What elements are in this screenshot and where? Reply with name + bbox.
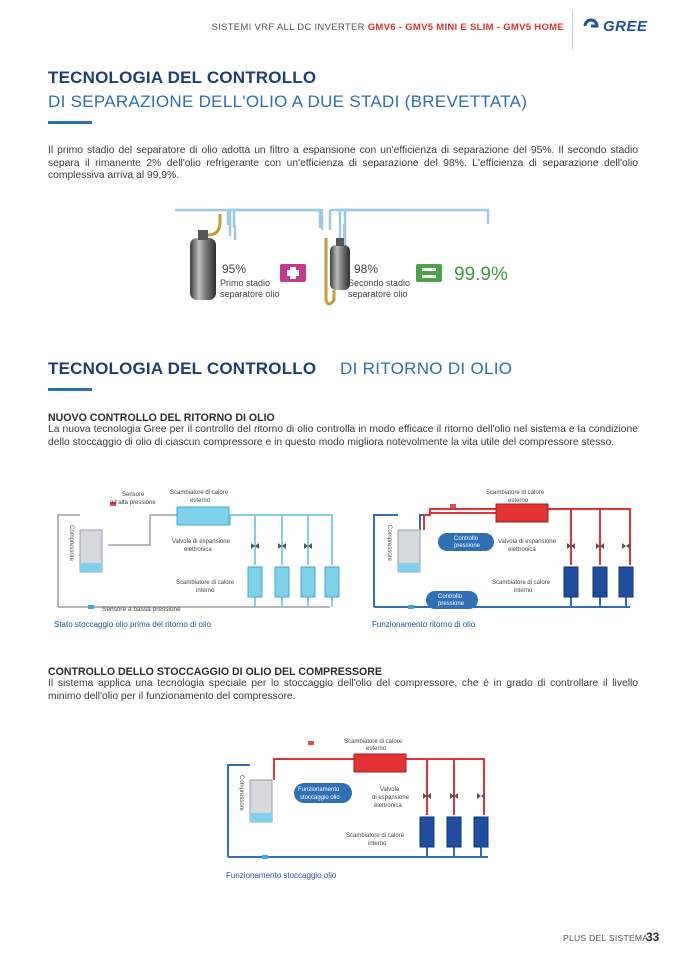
b-valve-l2: di espansione [372,795,410,801]
ctrl-pressure2-l2: pressione [438,601,465,607]
plus-icon [280,264,306,282]
section1-title-light: DI SEPARAZIONE DELL'OLIO A DUE STADI (BREVETTATA) [48,92,528,111]
stage2-percent: 98% [354,262,379,276]
compressor-bottom [250,780,272,822]
page-number: 33 [646,930,660,944]
bottom-sensor-icon [308,741,314,745]
header-prefix: SISTEMI VRF ALL DC INVERTER [211,22,368,33]
sub2-body: Il sistema applica una tecnologia speciale per lo stoccaggio dell'olio del compressore, che è in grado di controllare il livello minimo dell'olio per il funzionamento del compressore. [48,678,638,702]
compressor-right-label: Compressore [386,525,392,562]
right-sensor-icon [450,504,456,508]
section1-title-bold: TECNOLOGIA DEL CONTROLLO [48,68,317,87]
sensor-low: Sensore a bassa pressione [102,606,181,613]
ctrl-pressure-l1: Controllo [454,536,479,542]
compressor-left-label: Compressore [68,525,74,562]
section1-body: Il primo stadio del separatore di olio adotta un filtro a espansione con un'efficienza di separazione del 95%. Il secondo stadio separa il rimanente 2% dell'olio refrigerante con un'efficienza di separazione del 98%. L'efficienza di separazione dell'olio complessiva arriva al 99,9%. [48,145,638,182]
low-pressure-sensor-icon [88,605,94,609]
stage1-label-line2: separatore olio [220,289,280,299]
diag-right-caption: Funzionamento ritorno di olio [372,620,476,629]
b-outdoor-exchanger [354,754,406,772]
right-valve-icons [567,543,630,549]
r-valve-l2: elettronica [508,547,536,553]
r-valve-l1: Valvola di espansione [498,539,556,545]
header-divider [572,10,573,50]
storage-l2: stoccaggio olio [300,795,340,801]
first-stage-separator [190,214,220,300]
compressor-right [398,530,420,572]
bottom-indoor-units [420,817,488,847]
footer-label: PLUS DEL SISTEMA [563,933,649,943]
header-title [211,22,564,33]
oil-return-operation-diagram [368,485,643,633]
b-valve-l3: elettronica [374,803,402,809]
brand-logo [583,18,648,35]
compressor-left [80,530,102,572]
r-int-exchanger-l2: interno [514,588,533,594]
stage1-percent: 95% [222,262,247,276]
equals-icon [416,264,442,282]
ctrl-pressure2-l1: Controllo [438,594,463,600]
bottom-low-sensor-icon [262,855,268,859]
r-int-exchanger-l1: Scambiatore di calore [492,580,551,586]
section2-title-light: DI RITORNO DI OLIO [340,359,513,378]
sensor-high-l1: Sensore [122,492,145,498]
outdoor-exchanger-hot [496,504,548,522]
valve-l2: elettronica [184,547,212,553]
oil-return-before-diagram [50,485,350,633]
sub2-title: CONTROLLO DELLO STOCCAGGIO DI OLIO DEL COMPRESSORE [48,666,382,678]
storage-l1: Funzionamento [298,787,340,793]
int-exchanger-l1: Scambiatore di calore [176,580,235,586]
indoor-units [248,567,339,597]
int-exchanger-l2: interno [196,588,215,594]
second-stage-separator [326,224,350,304]
section2-rule [48,388,92,391]
b-int-exchanger-l1: Scambiatore di calore [346,833,405,839]
r-ext-exchanger-l1: Scambiatore di calore [486,490,545,496]
stage1-label-line1: Primo stadio [220,278,271,288]
outdoor-exchanger [177,507,229,525]
right-low-sensor-icon [408,605,414,609]
header-models: GMV6 - GMV5 MINI E SLIM - GMV5 HOME [367,22,564,33]
ext-exchanger-l1: Scambiatore di calore [170,490,229,496]
section1-rule [48,121,92,124]
stage2-label-line1: Secondo stadio [348,278,411,288]
total-efficiency: 99.9% [454,264,508,285]
diag-left-caption: Stato stoccaggio olio prima del ritorno di olio [54,620,211,629]
brand-logo-text: GREE [603,18,648,35]
ext-exchanger-l2: esterno [190,498,211,504]
sub1-title: NUOVO CONTROLLO DEL RITORNO DI OLIO [48,412,275,424]
right-indoor-units [564,567,633,597]
b-ext-exchanger-l2: esterno [366,746,387,752]
ctrl-pressure-l2: pressione [454,543,481,549]
diag-bottom-caption: Funzionamento stoccaggio olio [226,871,337,880]
b-ext-exchanger-l1: Scambiatore di calore [344,739,403,745]
b-int-exchanger-l2: interno [368,841,387,847]
sensor-high-l2: ad alta pressione [110,500,156,506]
oil-separator-diagram [170,200,530,315]
compressor-bottom-label: Compressore [238,775,244,812]
stage2-label-line2: separatore olio [348,289,408,299]
b-valve-l1: Valvola [380,787,400,793]
section2-title-bold: TECNOLOGIA DEL CONTROLLO [48,359,317,378]
valve-l1: Valvola di espansione [172,539,230,545]
sub1-body: La nuova tecnologia Gree per il controllo del ritorno di olio controlla in modo efficace il ritorno dell'olio nel sistema e la condizione dello stoccaggio di olio di ciascun compressore e in questo modo migliora notevolmente la vita utile del compressore stesso. [48,424,638,448]
r-ext-exchanger-l2: esterno [508,498,529,504]
gree-logo-icon [583,18,601,34]
oil-storage-diagram [222,735,498,885]
